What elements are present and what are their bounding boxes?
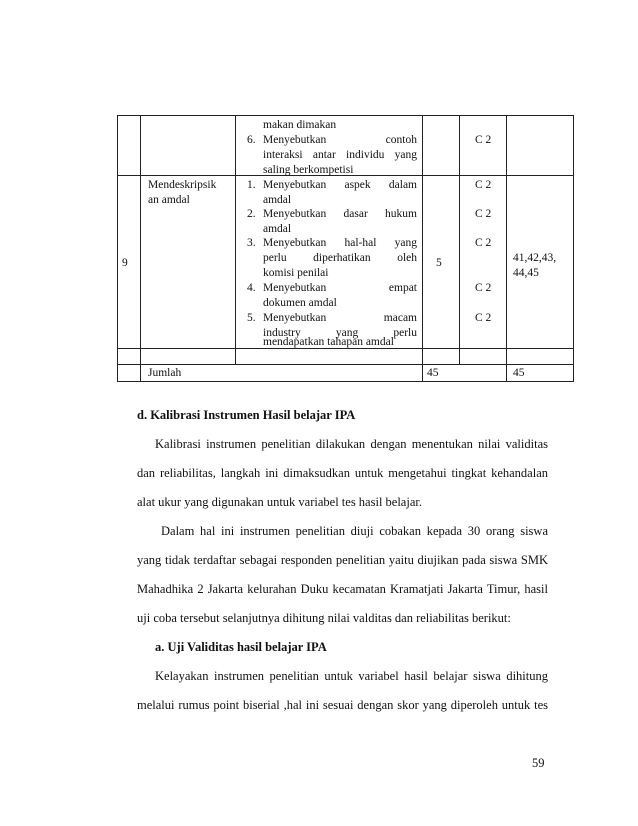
paragraph-line: Kalibrasi instrumen penelitian dilakukan dengan menentukan nilai validitas [155, 437, 548, 451]
paragraph-line: melalui rumus point biserial ,hal ini sesuai dengan skor yang diperoleh untuk tes [137, 698, 548, 712]
cognitive-level: C 2 [475, 282, 492, 294]
item-text: saling berkompetisi [263, 164, 354, 176]
item-text: Menyebutkan aspek dalam [263, 179, 417, 191]
paragraph-line: Dalam hal ini instrumen penelitian diuji cobakan kepada 30 orang siswa [161, 524, 548, 538]
item-number: 5. [247, 312, 256, 324]
cognitive-level: C 2 [475, 179, 492, 191]
item-text: industry yang perlu [263, 327, 417, 339]
cognitive-level: C 2 [475, 208, 492, 220]
total-count: 45 [427, 367, 439, 379]
item-text: Menyebutkan contoh [263, 134, 417, 146]
competency-text: an amdal [148, 194, 190, 206]
total-label: Jumlah [148, 367, 182, 379]
item-text: komisi penilai [263, 267, 329, 279]
item-number: 4. [247, 282, 256, 294]
paragraph-line: dan reliabilitas, langkah ini dimaksudkan untuk mengetahui tingkat kehandalan [137, 466, 548, 480]
item-text: interaksi antar individu yang [263, 149, 417, 161]
item-numbers: 41,42,43, [513, 252, 557, 264]
item-number: 6. [247, 134, 256, 146]
item-number: 2. [247, 208, 256, 220]
paragraph-line: uji coba tersebut selanjutnya dihitung nilai valditas dan reliabilitas berikut: [137, 611, 511, 625]
item-numbers: 44,45 [513, 267, 539, 279]
item-text: dokumen amdal [263, 297, 337, 309]
item-text: perlu diperhatikan oleh [263, 252, 417, 264]
item-text: mendapatkan tahapan amdal [263, 336, 394, 348]
cognitive-level: C 2 [475, 237, 492, 249]
indicator-table [0, 0, 638, 400]
item-text: Menyebutkan dasar hukum [263, 208, 417, 220]
item-number: 1. [247, 179, 256, 191]
subsection-heading: a. Uji Validitas hasil belajar IPA [155, 640, 327, 654]
item-text: Menyebutkan macam [263, 312, 417, 324]
paragraph-line: Kelayakan instrumen penelitian untuk variabel hasil belajar siswa dihitung [155, 669, 548, 683]
item-count: 5 [436, 257, 442, 269]
paragraph-line: yang tidak terdaftar sebagai responden penelitian yaitu diujikan pada siswa SMK [137, 553, 548, 567]
paragraph-line: Mahadhika 2 Jakarta kelurahan Duku kecamatan Kramatjati Jakarta Timur, hasil [137, 582, 548, 596]
section-heading: d. Kalibrasi Instrumen Hasil belajar IPA [137, 408, 356, 422]
page-number: 59 [532, 756, 545, 770]
competency-text: Mendeskripsik [148, 179, 217, 191]
item-text: Menyebutkan empat [263, 282, 417, 294]
total-numbers: 45 [513, 367, 525, 379]
item-text: amdal [263, 194, 292, 206]
cognitive-level: C 2 [475, 312, 492, 324]
item-text: amdal [263, 223, 292, 235]
continued-item-text: makan dimakan [263, 119, 337, 131]
item-text: Menyebutkan hal-hal yang [263, 237, 417, 249]
row-number: 9 [122, 257, 128, 269]
paragraph-line: alat ukur yang digunakan untuk variabel tes hasil belajar. [137, 495, 422, 509]
item-number: 3. [247, 237, 256, 249]
cognitive-level: C 2 [475, 134, 492, 146]
